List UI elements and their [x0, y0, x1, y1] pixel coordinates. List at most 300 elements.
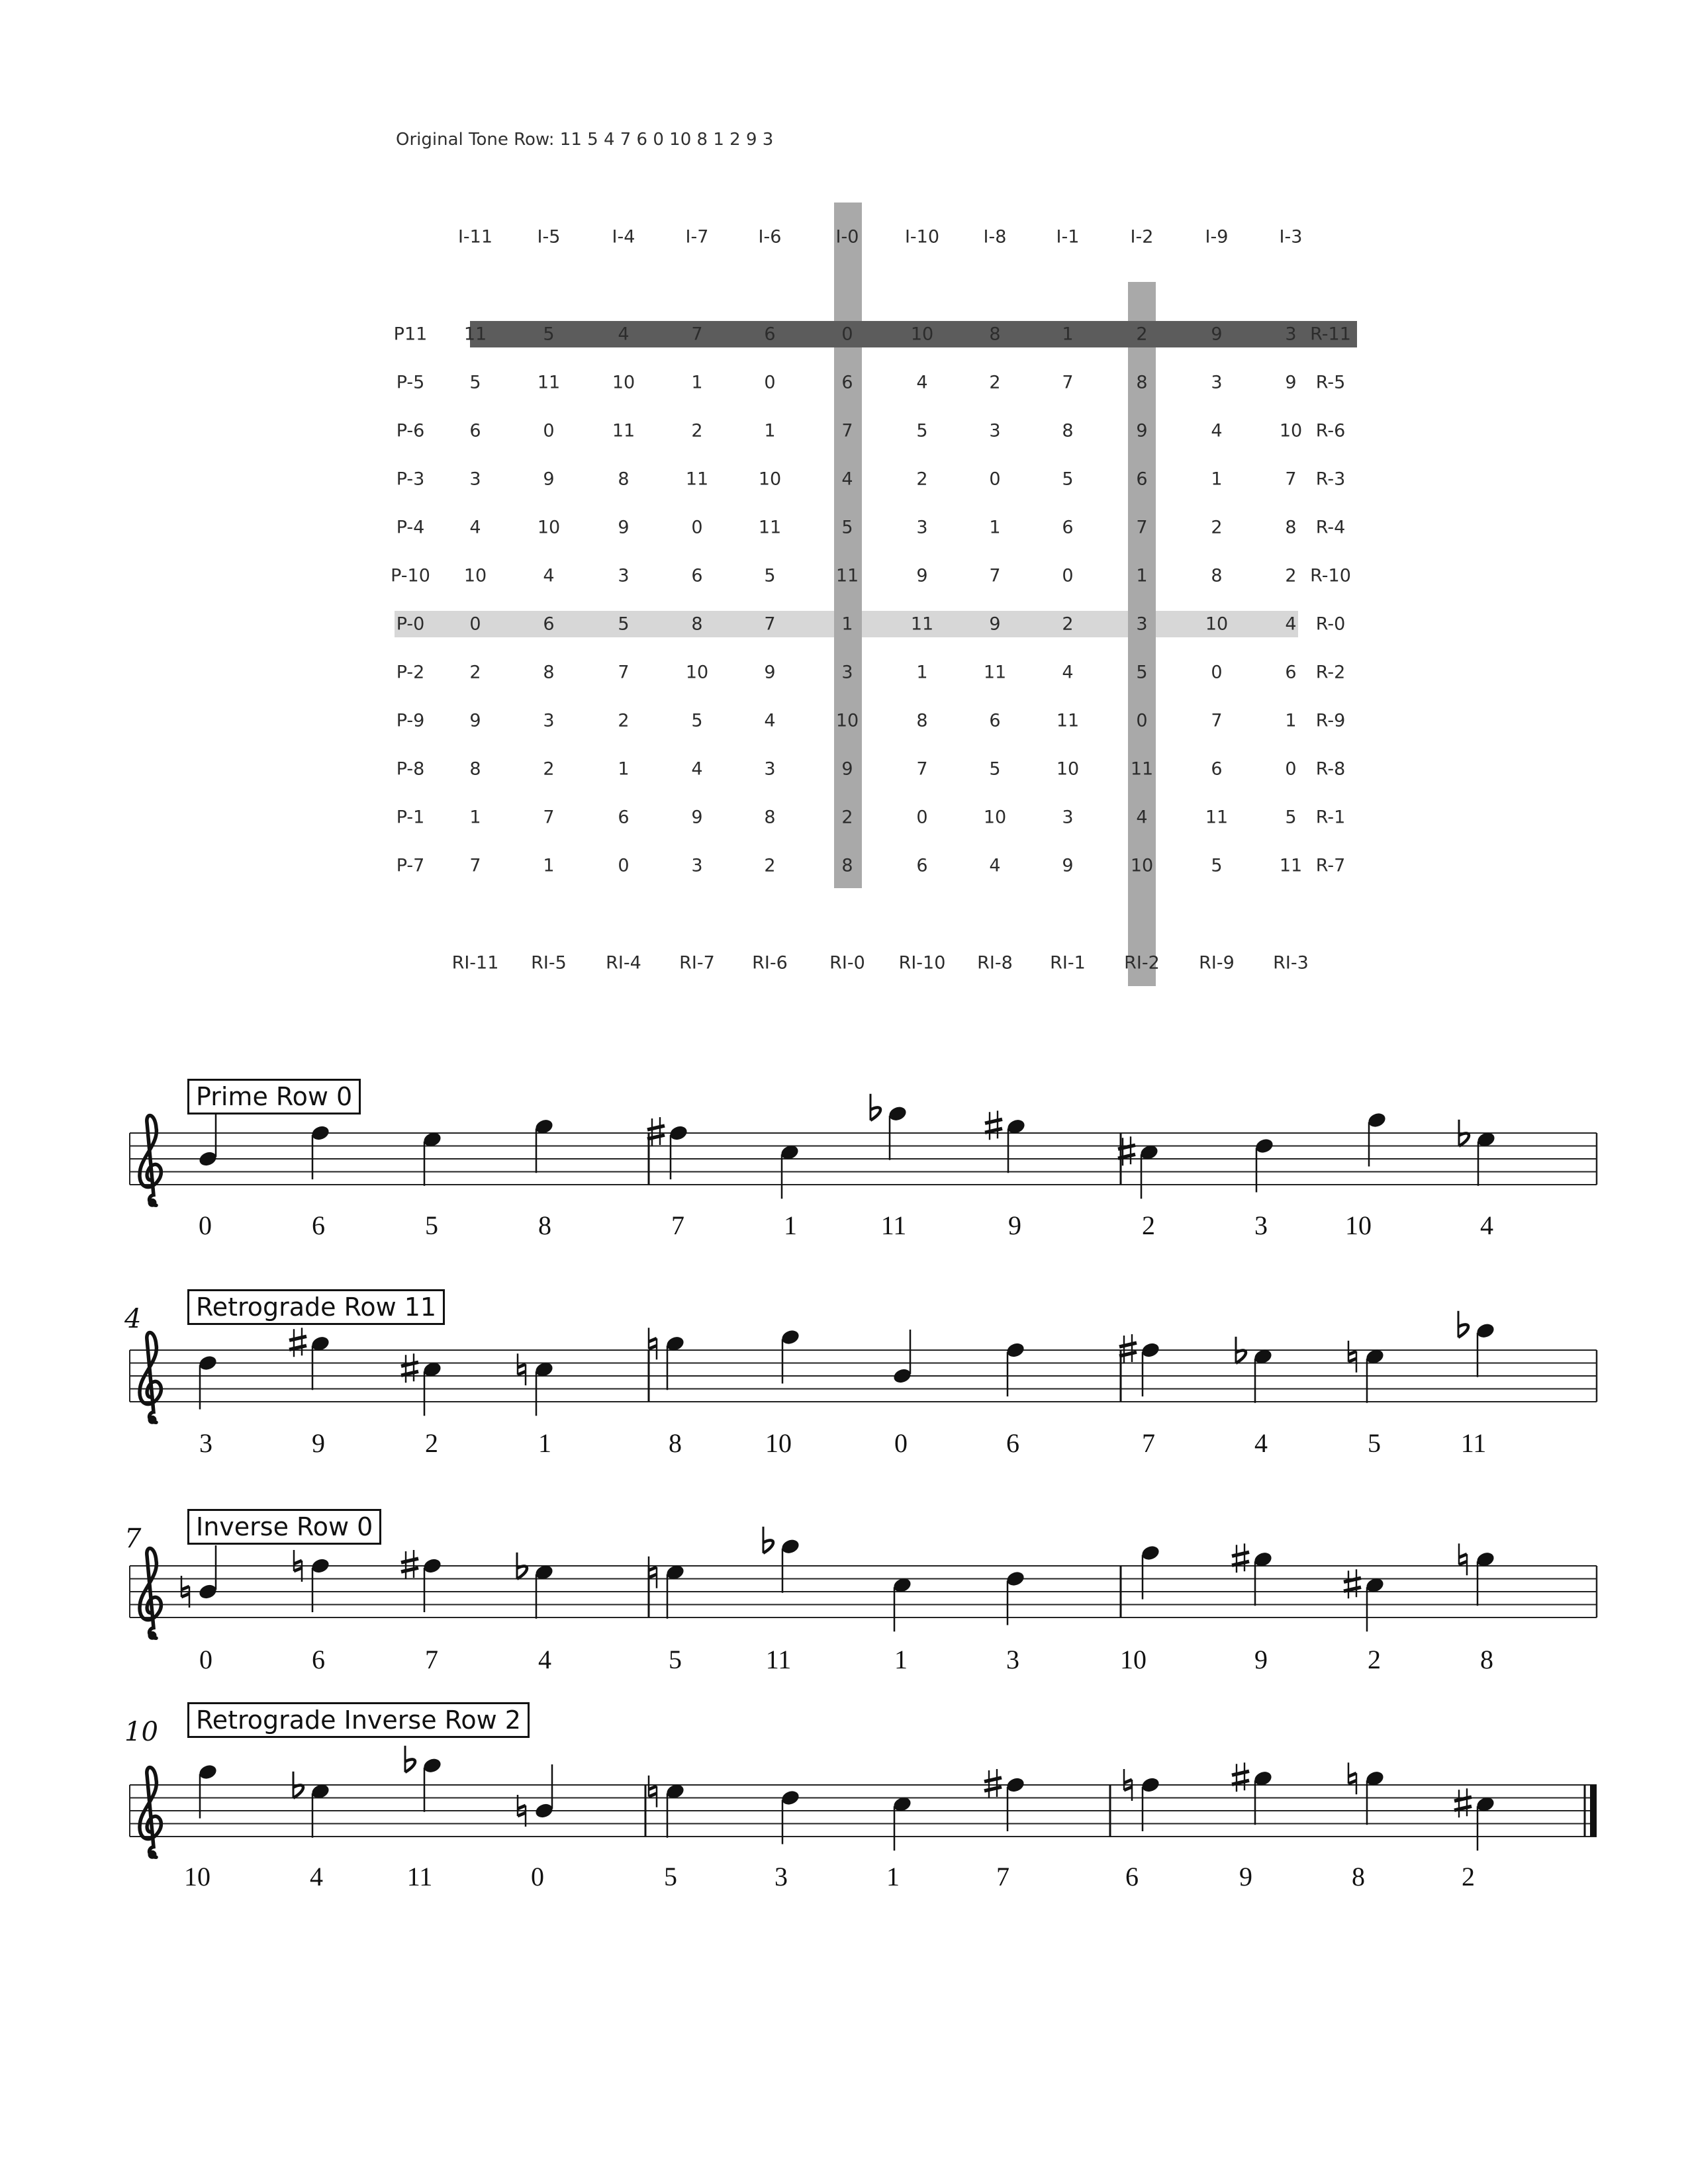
retrograde-label: R-1 [1315, 807, 1346, 828]
matrix-cell: 3 [1285, 324, 1297, 345]
matrix-cell: 5 [1285, 807, 1297, 828]
retrograde-label: R-4 [1315, 517, 1346, 538]
matrix-cell: 6 [841, 372, 853, 393]
matrix-cell: 4 [916, 372, 928, 393]
pitch-class-number: 8 [1480, 1645, 1493, 1674]
matrix-cell: 11 [1056, 710, 1080, 731]
matrix-cell: 3 [989, 420, 1001, 441]
matrix-cell: 9 [543, 469, 555, 490]
staff-4 [130, 1746, 1597, 1859]
matrix-cell: 6 [691, 565, 703, 586]
matrix-cell: 3 [618, 565, 630, 586]
matrix-cell: 6 [1136, 469, 1148, 490]
matrix-cell: 3 [1062, 807, 1074, 828]
matrix-cell: 9 [1062, 855, 1074, 876]
note-12 [1459, 1120, 1497, 1186]
matrix-cell: 5 [1062, 469, 1074, 490]
matrix-cell: 8 [1136, 372, 1148, 393]
inversion-label: I-5 [537, 226, 561, 248]
note-5 [649, 1328, 686, 1390]
flat-icon [405, 1746, 415, 1772]
matrix-cell: 0 [1285, 758, 1297, 780]
pitch-class-number: 0 [531, 1862, 544, 1891]
prime-label: P-3 [396, 469, 425, 490]
natural-icon [1348, 1341, 1356, 1373]
row-label-box: Retrograde Row 11 [187, 1289, 445, 1325]
inversion-label: I-0 [835, 226, 859, 248]
matrix-cell: 2 [1136, 324, 1148, 345]
pitch-class-number: 10 [1345, 1210, 1372, 1240]
prime-label: P-7 [396, 855, 425, 876]
matrix-cell: 7 [618, 662, 630, 683]
pitch-class-number: 1 [784, 1210, 797, 1240]
pitch-class-number: 6 [312, 1645, 325, 1674]
pitch-class-number: 11 [1460, 1428, 1487, 1458]
matrix-cell: 9 [1285, 372, 1297, 393]
matrix-cell: 10 [1130, 855, 1154, 876]
note-3 [422, 1130, 442, 1186]
matrix-cell: 9 [841, 758, 853, 780]
matrix-cell: 11 [835, 565, 859, 586]
note-2 [289, 1328, 331, 1390]
note-8 [1005, 1341, 1025, 1396]
prime-label: P-0 [396, 614, 425, 635]
matrix-cell: 4 [841, 469, 853, 490]
pitch-class-number: 0 [199, 1645, 212, 1674]
matrix-cell: 11 [910, 614, 934, 635]
pitch-class-number: 1 [886, 1862, 900, 1891]
inversion-label: I-10 [904, 226, 940, 248]
matrix-cell: 0 [989, 469, 1001, 490]
prime-label: P-10 [391, 565, 430, 586]
flat-icon [870, 1094, 880, 1120]
inversion-label: I-1 [1056, 226, 1080, 248]
sharp-icon [1232, 1543, 1249, 1572]
sharp-icon [401, 1550, 418, 1579]
matrix-cell: 1 [989, 517, 1001, 538]
pitch-class-number: 3 [1006, 1645, 1019, 1674]
matrix-cell: 5 [764, 565, 776, 586]
matrix-cell: 0 [543, 420, 555, 441]
note-7 [892, 1796, 912, 1851]
matrix-cell: 1 [764, 420, 776, 441]
sharp-icon [401, 1353, 418, 1383]
note-12 [1459, 1543, 1496, 1606]
matrix-cell: 9 [1136, 420, 1148, 441]
note-12 [1458, 1311, 1496, 1377]
matrix-cell: 4 [469, 517, 481, 538]
treble-clef-icon [140, 1768, 161, 1859]
pitch-class-number: 8 [669, 1428, 682, 1458]
note-1 [197, 1354, 218, 1410]
row-label-box: Retrograde Inverse Row 2 [187, 1702, 530, 1738]
matrix-cell: 4 [1285, 614, 1297, 635]
note-1 [197, 1763, 218, 1819]
matrix-cell: 5 [989, 758, 1001, 780]
pitch-class-number: 6 [1125, 1862, 1139, 1891]
pitch-class-number: 7 [1142, 1428, 1155, 1458]
matrix-cell: 0 [1136, 710, 1148, 731]
pitch-class-number: 11 [406, 1862, 433, 1891]
matrix-cell: 1 [916, 662, 928, 683]
matrix-cell: 1 [841, 614, 853, 635]
row-label-box: Prime Row 0 [187, 1079, 361, 1115]
matrix-cell: 8 [543, 662, 555, 683]
retrograde-inversion-label: RI-10 [898, 952, 946, 974]
sharp-icon [1119, 1334, 1137, 1363]
matrix-cell: 2 [543, 758, 555, 780]
matrix-cell: 6 [916, 855, 928, 876]
pitch-class-number: 11 [765, 1645, 792, 1674]
retrograde-inversion-label: RI-2 [1124, 952, 1160, 974]
note-9 [1140, 1544, 1160, 1600]
note-6 [763, 1527, 801, 1593]
matrix-cell: 6 [469, 420, 481, 441]
matrix-cell: 4 [989, 855, 1001, 876]
matrix-cell: 3 [543, 710, 555, 731]
matrix-cell: 5 [916, 420, 928, 441]
matrix-cell: 9 [764, 662, 776, 683]
sharp-icon [985, 1111, 1002, 1140]
inversion-label: I-3 [1279, 226, 1303, 248]
note-7 [870, 1094, 908, 1160]
retrograde-label: R-8 [1315, 758, 1346, 780]
matrix-cell: 6 [989, 710, 1001, 731]
prime-label: P-4 [396, 517, 425, 538]
matrix-cell: 1 [1211, 469, 1223, 490]
matrix-cell: 8 [469, 758, 481, 780]
note-11 [1366, 1111, 1387, 1167]
matrix-cell: 11 [1205, 807, 1229, 828]
pitch-class-number: 9 [312, 1428, 325, 1458]
matrix-cell: 10 [758, 469, 782, 490]
matrix-cell: 10 [685, 662, 709, 683]
pitch-class-number: 3 [199, 1428, 212, 1458]
pitch-class-number: 4 [538, 1645, 551, 1674]
matrix-cell: 9 [989, 614, 1001, 635]
pitch-class-number: 2 [1368, 1645, 1381, 1674]
flat-icon [763, 1527, 773, 1553]
pitch-class-number: 5 [664, 1862, 677, 1891]
note-4 [518, 1764, 555, 1827]
matrix-cell: 11 [685, 469, 709, 490]
note-6 [779, 1144, 800, 1199]
matrix-cell: 8 [1062, 420, 1074, 441]
matrix-cell: 11 [758, 517, 782, 538]
matrix-cell: 6 [764, 324, 776, 345]
inversion-label: I-2 [1130, 226, 1154, 248]
pitch-class-number: 2 [425, 1428, 438, 1458]
retrograde-inversion-label: RI-0 [829, 952, 865, 974]
matrix-cell: 2 [1211, 517, 1223, 538]
note-5 [647, 1117, 689, 1179]
matrix-cell: 10 [1056, 758, 1080, 780]
pitch-class-number: 9 [1254, 1645, 1268, 1674]
retrograde-inversion-label: RI-4 [606, 952, 641, 974]
retrograde-label: R-9 [1315, 710, 1346, 731]
prime-label: P-9 [396, 710, 425, 731]
matrix-cell: 8 [691, 614, 703, 635]
matrix-cell: 9 [1211, 324, 1223, 345]
retrograde-inversion-label: RI-8 [977, 952, 1013, 974]
retrograde-label: R-7 [1315, 855, 1346, 876]
retrograde-label: R-5 [1315, 372, 1346, 393]
matrix-cell: 5 [1211, 855, 1223, 876]
prime-label: P-2 [396, 662, 425, 683]
matrix-cell: 0 [691, 517, 703, 538]
matrix-cell: 4 [1062, 662, 1074, 683]
matrix-cell: 2 [764, 855, 776, 876]
matrix-cell: 0 [469, 614, 481, 635]
matrix-cell: 7 [691, 324, 703, 345]
matrix-cell: 0 [618, 855, 630, 876]
prime-label: P-6 [396, 420, 425, 441]
matrix-cell: 9 [916, 565, 928, 586]
matrix-cell: 5 [543, 324, 555, 345]
natural-icon [649, 1328, 657, 1359]
treble-clef-icon [140, 1333, 161, 1424]
matrix-cell: 3 [1211, 372, 1223, 393]
pitch-class-number: 3 [774, 1862, 788, 1891]
matrix-cell: 2 [916, 469, 928, 490]
note-1 [181, 1545, 218, 1608]
matrix-cell: 4 [618, 324, 630, 345]
retrograde-inversion-label: RI-7 [679, 952, 715, 974]
sharp-icon [984, 1769, 1002, 1798]
matrix-cell: 7 [764, 614, 776, 635]
pitch-class-number: 10 [765, 1428, 792, 1458]
sharp-icon [289, 1328, 306, 1357]
pitch-class-number: 3 [1254, 1210, 1268, 1240]
note-3 [405, 1746, 443, 1812]
matrix-cell: 3 [691, 855, 703, 876]
note-10 [1254, 1137, 1274, 1193]
natural-icon [1348, 1762, 1356, 1794]
natural-icon [518, 1353, 526, 1385]
retrograde-inversion-label: RI-3 [1273, 952, 1309, 974]
matrix-cell: 4 [543, 565, 555, 586]
matrix-cell: 8 [1285, 517, 1297, 538]
matrix-cell: 8 [916, 710, 928, 731]
pitch-class-number: 7 [996, 1862, 1009, 1891]
matrix-cell: 1 [469, 807, 481, 828]
staff-2 [130, 1311, 1597, 1424]
note-10 [1232, 1762, 1274, 1825]
matrix-cell: 11 [537, 372, 561, 393]
note-2 [294, 1550, 331, 1612]
natural-icon [649, 1776, 657, 1807]
matrix-cell: 6 [1285, 662, 1297, 683]
sharp-icon [1344, 1569, 1361, 1598]
pitch-class-number: 1 [538, 1428, 551, 1458]
matrix-cell: 7 [1211, 710, 1223, 731]
matrix-cell: 6 [1062, 517, 1074, 538]
prime-label: P-1 [396, 807, 425, 828]
matrix-cell: 1 [1062, 324, 1074, 345]
pitch-class-number: 1 [894, 1645, 908, 1674]
pitch-class-number: 4 [310, 1862, 323, 1891]
note-9 [1124, 1769, 1161, 1831]
matrix-cell: 6 [1211, 758, 1223, 780]
matrix-cell: 8 [618, 469, 630, 490]
note-7 [892, 1576, 912, 1632]
matrix-cell: 5 [618, 614, 630, 635]
note-11 [1348, 1762, 1385, 1825]
matrix-cell: 1 [1136, 565, 1148, 586]
note-8 [984, 1769, 1026, 1831]
measure-number: 10 [124, 1717, 158, 1747]
retrograde-inversion-label: RI-6 [752, 952, 788, 974]
matrix-cell: 7 [916, 758, 928, 780]
matrix-cell: 5 [841, 517, 853, 538]
matrix-cell: 5 [691, 710, 703, 731]
note-6 [780, 1328, 800, 1384]
matrix-cell: 2 [1285, 565, 1297, 586]
pitch-class-number: 10 [1120, 1645, 1147, 1674]
note-9 [1119, 1334, 1161, 1396]
matrix-cell: 7 [841, 420, 853, 441]
measure-number: 7 [124, 1524, 142, 1554]
matrix-cell: 9 [618, 517, 630, 538]
sharp-icon [1232, 1762, 1249, 1792]
prime-label: P-5 [396, 372, 425, 393]
matrix-cell: 3 [916, 517, 928, 538]
matrix-cell: 11 [1130, 758, 1154, 780]
matrix-cell: 0 [1211, 662, 1223, 683]
matrix-cell: 4 [1136, 807, 1148, 828]
retrograde-inversion-label: RI-1 [1050, 952, 1086, 974]
note-6 [780, 1789, 800, 1844]
pitch-class-number: 5 [669, 1645, 682, 1674]
matrix-cell: 4 [1211, 420, 1223, 441]
pitch-class-number: 5 [425, 1210, 438, 1240]
treble-clef-icon [140, 1549, 161, 1640]
retrograde-inversion-label: RI-9 [1199, 952, 1235, 974]
matrix-cell: 7 [469, 855, 481, 876]
matrix-cell: 10 [537, 517, 561, 538]
matrix-cell: 6 [618, 807, 630, 828]
matrix-cell: 8 [764, 807, 776, 828]
matrix-cell: 10 [983, 807, 1007, 828]
matrix-cell: 7 [989, 565, 1001, 586]
matrix-cell: 4 [691, 758, 703, 780]
retrograde-inversion-label: RI-5 [531, 952, 567, 974]
matrix-cell: 0 [764, 372, 776, 393]
pitch-class-number: 10 [184, 1862, 211, 1891]
matrix-cell: 3 [469, 469, 481, 490]
pitch-class-number: 4 [1254, 1428, 1268, 1458]
matrix-cell: 2 [469, 662, 481, 683]
matrix-cell: 0 [841, 324, 853, 345]
matrix-cell: 7 [1062, 372, 1074, 393]
matrix-cell: 7 [543, 807, 555, 828]
note-4 [517, 1553, 555, 1619]
matrix-cell: 11 [463, 324, 487, 345]
matrix-cell: 10 [1205, 614, 1229, 635]
row-label-box: Inverse Row 0 [187, 1509, 381, 1545]
pitch-class-number: 6 [312, 1210, 325, 1240]
matrix-cell: 7 [1136, 517, 1148, 538]
retrograde-label: R-0 [1315, 614, 1346, 635]
retrograde-label: R-2 [1315, 662, 1346, 683]
matrix-cell: 3 [764, 758, 776, 780]
matrix-cell: 4 [764, 710, 776, 731]
matrix-cell: 10 [1279, 420, 1303, 441]
inversion-label: I-11 [457, 226, 493, 248]
matrix-cell: 2 [691, 420, 703, 441]
retrograde-label: R-6 [1315, 420, 1346, 441]
matrix-cell: 1 [691, 372, 703, 393]
pitch-class-number: 9 [1008, 1210, 1021, 1240]
natural-icon [1459, 1543, 1467, 1575]
matrix-cell: 0 [1062, 565, 1074, 586]
pitch-class-number: 8 [538, 1210, 551, 1240]
pitch-class-number: 4 [1480, 1210, 1493, 1240]
inversion-label: I-4 [612, 226, 635, 248]
sharp-icon [1454, 1788, 1472, 1817]
note-10 [1236, 1337, 1274, 1403]
natural-icon [649, 1557, 657, 1588]
note-8 [985, 1111, 1027, 1173]
pitch-class-number: 11 [880, 1210, 907, 1240]
matrix-cell: 11 [983, 662, 1007, 683]
pitch-class-number: 8 [1352, 1862, 1365, 1891]
matrix-cell: 6 [543, 614, 555, 635]
note-7 [892, 1330, 912, 1385]
pitch-class-number: 2 [1142, 1210, 1155, 1240]
note-1 [197, 1113, 218, 1168]
matrix-cell: 2 [989, 372, 1001, 393]
matrix-cell: 3 [841, 662, 853, 683]
pitch-class-number: 7 [671, 1210, 684, 1240]
pitch-class-number: 9 [1239, 1862, 1252, 1891]
matrix-cell: 10 [835, 710, 859, 731]
treble-clef-icon [140, 1116, 161, 1207]
pitch-class-number: 5 [1368, 1428, 1381, 1458]
pitch-class-number: 0 [199, 1210, 212, 1240]
matrix-cell: 0 [916, 807, 928, 828]
pitch-class-number: 0 [894, 1428, 908, 1458]
note-3 [401, 1550, 443, 1612]
retrograde-label: R-3 [1315, 469, 1346, 490]
note-8 [1005, 1570, 1025, 1625]
retrograde-label: R-10 [1310, 565, 1351, 586]
original-tone-row-title: Original Tone Row: 11 5 4 7 6 0 10 8 1 2 9 3 [396, 130, 774, 150]
flat-icon [1458, 1311, 1468, 1338]
prime-label: P11 [393, 324, 428, 345]
matrix-cell: 9 [469, 710, 481, 731]
note-2 [310, 1124, 330, 1179]
measure-number: 4 [124, 1304, 142, 1334]
matrix-cell: 9 [691, 807, 703, 828]
matrix-cell: 5 [469, 372, 481, 393]
matrix-cell: 7 [1285, 469, 1297, 490]
matrix-cell: 8 [1211, 565, 1223, 586]
pitch-class-number: 7 [425, 1645, 438, 1674]
matrix-cell: 11 [1279, 855, 1303, 876]
matrix-cell: 2 [1062, 614, 1074, 635]
pitch-class-number: 2 [1462, 1862, 1475, 1891]
matrix-cell: 10 [910, 324, 934, 345]
matrix-cell: 1 [1285, 710, 1297, 731]
inversion-label: I-6 [758, 226, 782, 248]
prime-label: P-8 [396, 758, 425, 780]
matrix-cell: 2 [841, 807, 853, 828]
pitch-class-number: 6 [1006, 1428, 1019, 1458]
matrix-cell: 10 [463, 565, 487, 586]
matrix-cell: 1 [543, 855, 555, 876]
inversion-label: I-9 [1205, 226, 1229, 248]
